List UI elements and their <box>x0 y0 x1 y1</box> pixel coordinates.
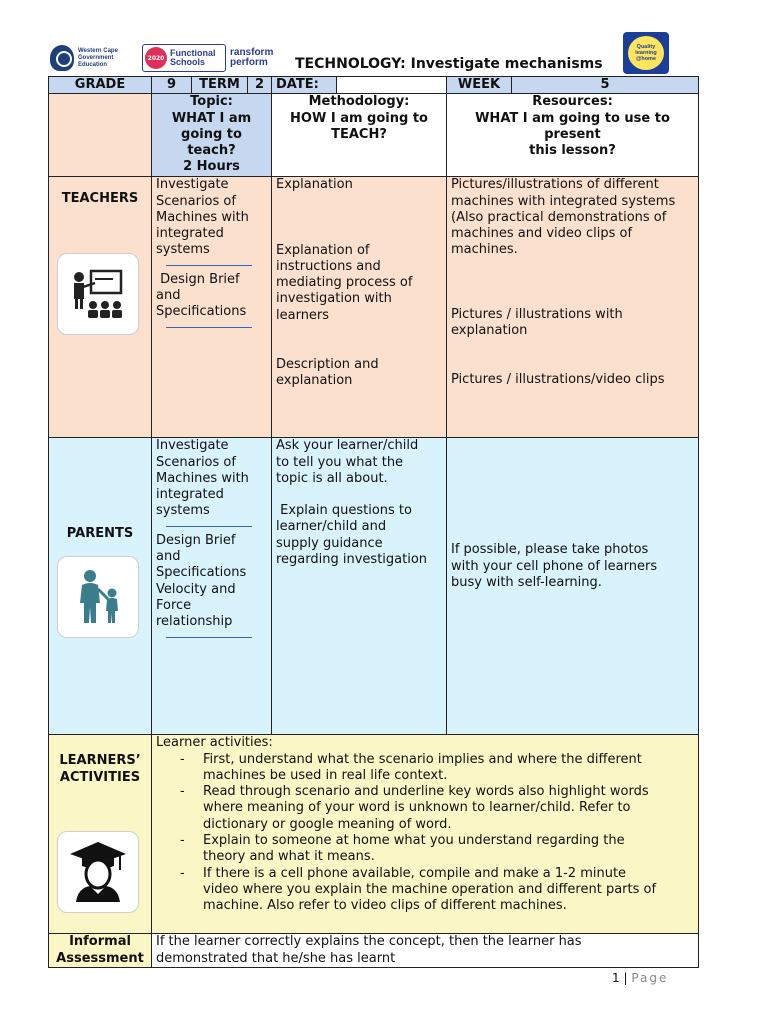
teachers-methodology: Explanation Explanation of instructions and mediating process of investigation with learners Description and explanation <box>272 177 447 438</box>
learners-label-cell <box>49 735 152 934</box>
resources-heading: Resources: WHAT I am going to use to present this lesson? <box>447 94 699 177</box>
side-heading-blank <box>49 94 152 177</box>
page-number: 1 <box>612 971 620 985</box>
teachers-row <box>49 177 699 438</box>
parents-methodology: Ask your learner/child to tell you what the topic is all about. Explain questions to learner/child and supply guidance regarding investigation <box>272 438 447 735</box>
divider <box>166 526 252 527</box>
teachers-resources: Pictures/illustrations of different machines with integrated systems (Also practical demonstrations of machines and video clips of machines. Pictures / illustrations with explanation Pictures / illustrations/video clips <box>447 177 699 438</box>
list-item: - Read through scenario and underline key words also highlight words where meaning of your word is unknown to learner/child. Refer to dictionary or google meaning of word. <box>156 784 694 833</box>
transform-perform-logo: ransform perform <box>230 47 274 68</box>
crest-icon <box>50 45 74 71</box>
list-item: - If there is a cell phone available, compile and make a 1-2 minute video where you explain the machine operation and different parts of machine. Also refer to video clips of different machines. <box>156 866 694 915</box>
graduate-icon <box>57 831 139 913</box>
divider <box>166 265 252 266</box>
assessment-text: If the learner correctly explains the concept, then the learner has demonstrated that he/she has learnt <box>152 934 699 968</box>
parent-child-icon <box>57 556 139 638</box>
date-value[interactable] <box>337 77 447 94</box>
divider <box>166 637 252 638</box>
list-item: - Explain to someone at home what you understand regarding the theory and what it means. <box>156 833 694 866</box>
lesson-plan-table <box>48 76 699 968</box>
document-header <box>48 42 698 76</box>
parents-label-cell <box>49 438 152 735</box>
parents-row <box>49 438 699 735</box>
teachers-label: TEACHERS <box>61 191 139 207</box>
assessment-row <box>49 934 699 968</box>
column-headings-row <box>49 94 699 177</box>
assessment-label: Informal Assessment <box>49 934 152 968</box>
parents-topic: Investigate Scenarios of Machines with integrated systems Design Brief and Specifications Velocity and Force relationship <box>152 438 272 735</box>
learners-label: LEARNERS’ ACTIVITIES <box>59 753 141 785</box>
quality-learning-at-home-logo: Quality learning @home <box>623 32 669 74</box>
page-title: TECHNOLOGY: Investigate mechanisms <box>295 56 603 72</box>
page-label: Page <box>631 971 669 985</box>
badge-2020: 2020 <box>145 47 167 69</box>
functional-schools-logo: 2020 Functional Schools <box>142 44 226 72</box>
week-label: WEEK <box>447 77 512 94</box>
activities-list <box>156 752 694 915</box>
page-footer: 1 | Page <box>612 971 669 985</box>
western-cape-government-logo: Western Cape Government Education <box>50 44 136 72</box>
methodology-heading: Methodology: HOW I am going to TEACH? <box>272 94 447 177</box>
teacher-presentation-icon <box>57 253 139 335</box>
teachers-label-cell <box>49 177 152 438</box>
term-label: TERM <box>192 77 248 94</box>
term-value: 2 <box>248 77 272 94</box>
learner-activities-heading: Learner activities: <box>156 735 273 751</box>
learner-activities <box>152 735 699 934</box>
parents-resources: If possible, please take photos with your cell phone of learners busy with self-learning. <box>447 438 699 735</box>
grade-label: GRADE <box>49 77 152 94</box>
list-item: - First, understand what the scenario implies and where the different machines be used in real life context. <box>156 752 694 785</box>
topic-heading: Topic: WHAT I am going to teach? 2 Hours <box>152 94 272 177</box>
parents-label: PARENTS <box>66 526 134 542</box>
date-label: DATE: <box>272 77 337 94</box>
header-row <box>49 77 699 94</box>
grade-value: 9 <box>152 77 192 94</box>
teachers-topic: Investigate Scenarios of Machines with integrated systems Design Brief and Specifications <box>152 177 272 438</box>
learners-row <box>49 735 699 934</box>
week-value: 5 <box>512 77 699 94</box>
divider <box>166 327 252 328</box>
